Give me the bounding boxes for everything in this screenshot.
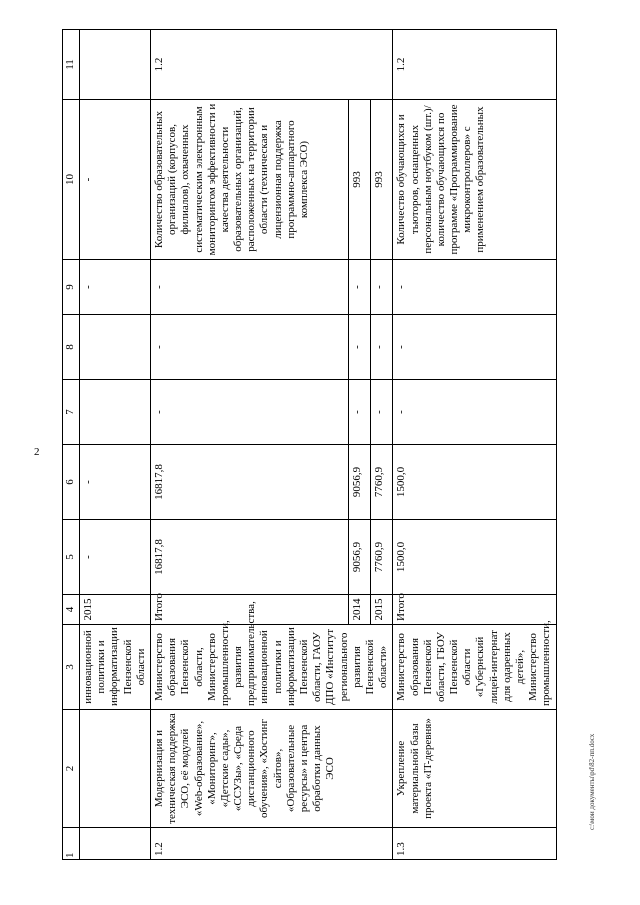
task-ref — [80, 30, 151, 100]
header-cell: 7 — [63, 380, 80, 445]
header-cell: 5 — [63, 520, 80, 595]
amount-total: 16817,8 — [150, 520, 348, 595]
executor: инновационной политики и информатизации Пензенской области — [80, 625, 151, 710]
row-number: 1.3 — [393, 828, 556, 860]
executor: Министерство образования Пензенской области, ГБОУ Пензенской области «Губернский лицей-интернат для одаренных детей», Министерство промышленности, — [393, 625, 556, 710]
header-cell: 10 — [63, 100, 80, 260]
amount-federal: - — [349, 380, 371, 445]
rotated-table-sheet — [62, 30, 634, 860]
activity-name: Модернизация и техническая поддержка ЭСО, её модулей «Web-образование», «Мониторинг», «Детские сады», «ССУЗы», «Среда дистанционного обучения», «Хостинг сайтов», «Образовательные ресурсы» и центра обработки данных ЭСО — [150, 710, 392, 828]
year: 2015 — [371, 595, 393, 625]
amount-regional: 16817,8 — [150, 445, 348, 520]
table-row — [393, 30, 556, 860]
amount-total: - — [80, 520, 151, 595]
header-cell: 1 — [63, 828, 80, 860]
amount-other: - — [349, 260, 371, 315]
footer-file-path: c:\мои документы\pd\82-пп.docx — [588, 733, 596, 830]
task-ref: 1.2 — [393, 30, 556, 100]
header-cell: 11 — [63, 30, 80, 100]
amount-regional: 1500,0 — [393, 445, 556, 520]
activity-name: Укрепление материальной базы проекта «IT-деревня» — [393, 710, 556, 828]
header-cell: 3 — [63, 625, 80, 710]
amount-total: 9056,9 — [349, 520, 371, 595]
page-number: 2 — [34, 446, 40, 458]
amount-regional: - — [80, 445, 151, 520]
amount-other: - — [80, 260, 151, 315]
indicator: - — [80, 100, 151, 260]
amount-total: 1500,0 — [393, 520, 556, 595]
amount-local: - — [393, 315, 556, 380]
amount-regional: 7760,9 — [371, 445, 393, 520]
indicator: Количество образовательных организаций (корпусов, филиалов), охваченных систематическим электронным мониторингом эффективности и качества деятельности образовательных организаций, расположенных на территории области (техническая и лицензионная поддержка программно-аппаратного комплекса ЭСО) — [150, 100, 348, 260]
amount-total: 7760,9 — [371, 520, 393, 595]
indicator: Количество обучающихся и тьюторов, оснащенных персональным ноутбуком (шт.)/ количество обучающихся по программе «Программирование микроконтроллеров» с применением образовательных — [393, 100, 556, 260]
amount-local: - — [371, 315, 393, 380]
indicator: 993 — [349, 100, 371, 260]
amount-federal: - — [393, 380, 556, 445]
indicator: 993 — [371, 100, 393, 260]
year: 2014 — [349, 595, 371, 625]
amount-local: - — [150, 315, 348, 380]
amount-federal: - — [150, 380, 348, 445]
table-row — [150, 30, 348, 860]
amount-other: - — [393, 260, 556, 315]
amount-other: - — [150, 260, 348, 315]
amount-regional: 9056,9 — [349, 445, 371, 520]
task-ref: 1.2 — [150, 30, 392, 100]
header-cell: 6 — [63, 445, 80, 520]
executor: Министерство образования Пензенской области, Министерство промышленности, развития предпринимательства, инновационной политики и информатизации Пензенской области, ГАОУ ДПО «Институт регионального развития Пензенской области» — [150, 625, 392, 710]
table-row — [80, 30, 151, 860]
amount-local: - — [349, 315, 371, 380]
program-table — [62, 29, 557, 860]
header-row — [63, 30, 80, 860]
year: Итого — [393, 595, 556, 625]
header-cell: 9 — [63, 260, 80, 315]
amount-federal — [80, 380, 151, 445]
header-cell: 2 — [63, 710, 80, 828]
row-number: 1.2 — [150, 828, 392, 860]
activity-name — [80, 710, 151, 828]
year: 2015 — [80, 595, 151, 625]
amount-local — [80, 315, 151, 380]
header-cell: 4 — [63, 595, 80, 625]
header-cell: 8 — [63, 315, 80, 380]
amount-federal: - — [371, 380, 393, 445]
row-number — [80, 828, 151, 860]
year: Итого — [150, 595, 348, 625]
amount-other: - — [371, 260, 393, 315]
